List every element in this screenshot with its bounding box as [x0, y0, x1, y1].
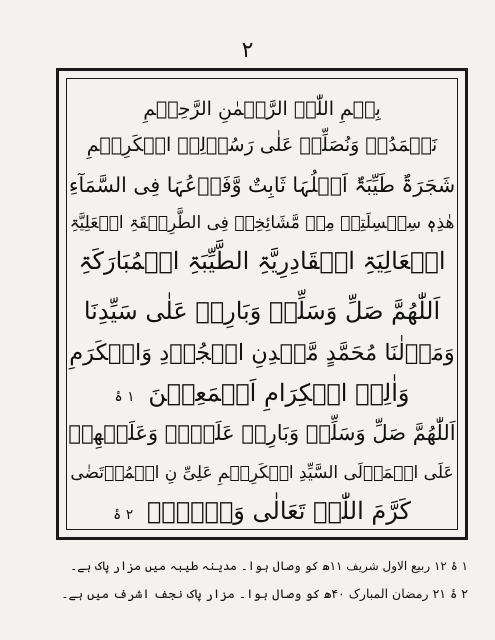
bismillah-line: بِسۡمِ اللّٰہِ الرَّحۡمٰنِ الرَّحِیۡمِ	[143, 98, 381, 120]
footnote-marker-2: ۲ ۂ	[113, 507, 134, 523]
silsila-line-1: ھٰذِہٖ سِلۡسِلَتِیۡ مِنۡ مَّشَائِخِیۡ فِی الطَّرِیۡقَۃِ الۡعَلِیَّۃِ	[69, 213, 455, 233]
durood-line-3	[66, 378, 458, 412]
durood-line-5: عَلَی الۡمَوۡلَی السَّیِّدِ الۡکَرِیۡمِ عَلِیِّ نِ الۡمُرۡتَضٰی	[70, 463, 454, 483]
page-number: ۲	[241, 38, 254, 63]
footnote-marker-1: ۱ ۂ	[114, 389, 135, 405]
durood-line-2: وَمَوۡلٰنَا مُحَمَّدٍ مَّعۡدِنِ الۡجُوۡدِ وَالۡکَرَمِ	[69, 340, 455, 366]
durood-line-6	[66, 496, 458, 530]
footnote-1: ۱ ۂ ۱۲ ربیع الاول شریف ۱۱ھ کو وصال ہوا۔ مدینہ طیبہ میں مزار پاک ہے۔	[70, 559, 468, 573]
verse-line: شَجَرَۃٌ طَیِّبَۃٌ اَصۡلُہَا ثَابِتٌ وَّفَرۡعُہَا فِی السَّمَآءِ	[68, 173, 456, 197]
durood-line-3-text: وَاٰلِہِ الۡکِرَامِ اَجۡمَعِیۡنَ	[148, 379, 410, 407]
durood-line-6-text: کَرَّمَ اللّٰہُ تَعَالٰی وَجۡہَہٗ	[146, 497, 411, 525]
durood-line-1: اَللّٰھُمَّ صَلِّ وَسَلِّمۡ وَبَارِکۡ عَلٰی سَیِّدِنَا	[83, 297, 441, 325]
hamd-line: نَحۡمَدُہٗ وَنُصَلِّیۡ عَلٰی رَسُوۡلِہِ الۡکَرِیۡمِ	[86, 134, 438, 156]
durood-line-4: اَللّٰھُمَّ صَلِّ وَسَلِّمۡ وَبَارِکۡ عَلَیۡہِ وَعَلَیۡھِمۡ	[68, 421, 456, 445]
silsila-line-2: الۡعَالِیَۃِ الۡقَادِرِیَّۃِ الطَّیِّبَۃِ الۡمُبَارَکَۃِ	[78, 247, 446, 275]
footnote-2: ۲ ۂ ۲۱ رمضان المبارک ۴۰ھ کو وصال ہوا۔ مزار پاک نجف اشرف میں ہے۔	[61, 586, 468, 601]
